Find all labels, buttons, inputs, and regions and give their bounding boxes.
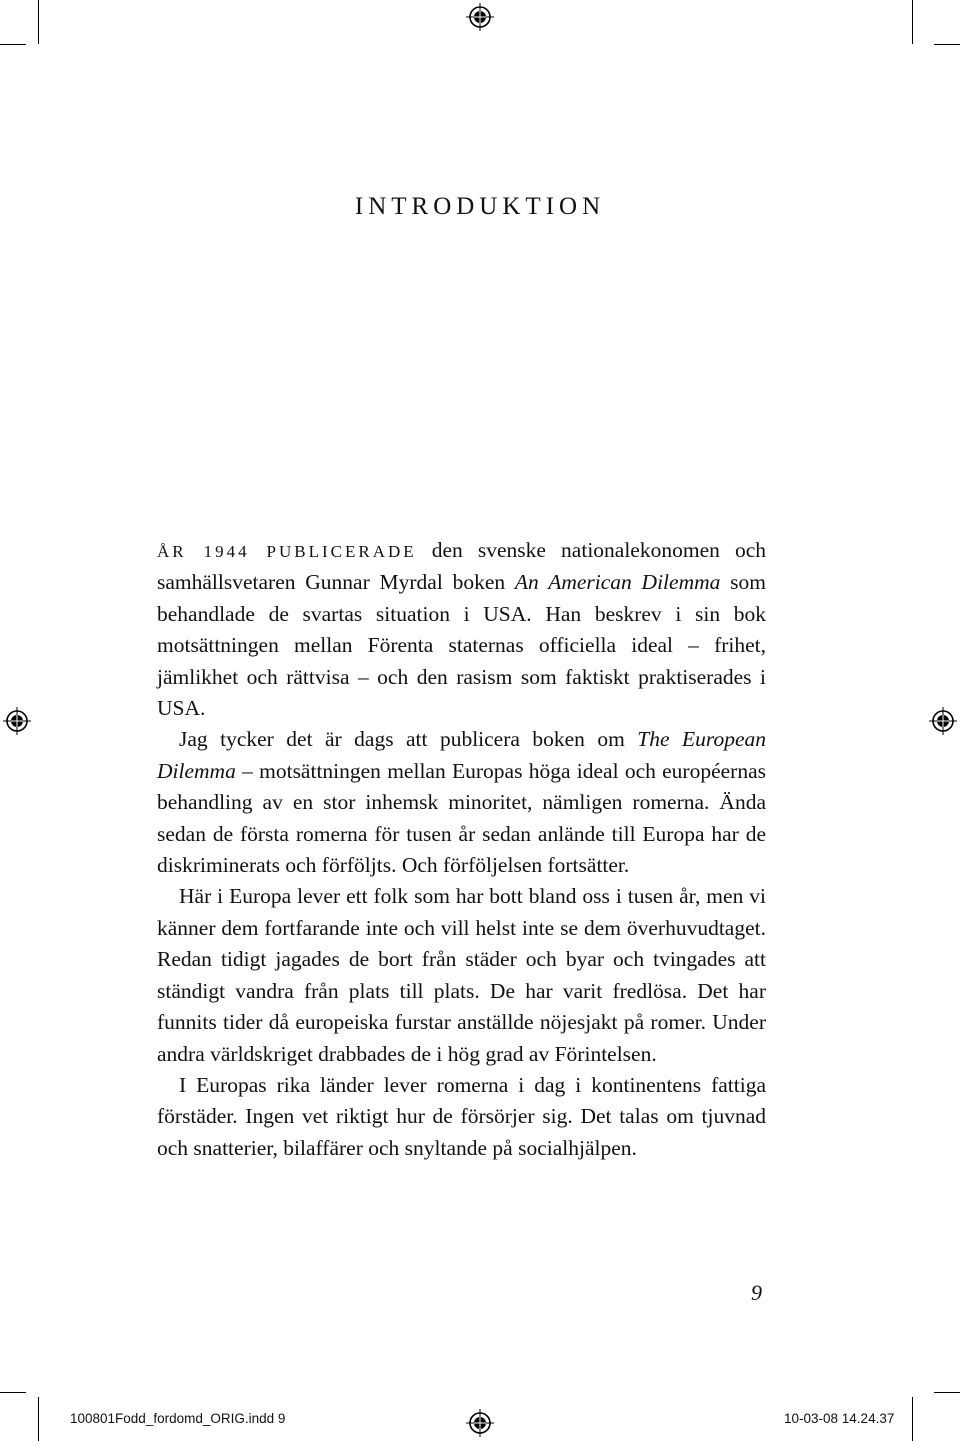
paragraph-1	[157, 535, 766, 724]
crop-mark-icon	[0, 1392, 26, 1393]
registration-mark-icon	[465, 2, 495, 32]
crop-mark-icon	[934, 44, 960, 45]
page-number: 9	[751, 1280, 762, 1305]
paragraph-3: Här i Europa lever ett folk som har bott bland oss i tusen år, men vi känner dem fortfarande inte och vill helst inte se dem överhuvudtaget. Redan tidigt jagades de bort från städer och byar och tvingades att ständigt vandra från plats till plats. De har varit fredlösa. Det har funnits tider då europeiska furstar anställde nöjesjakt på romer. Under andra världskriget drabbades de i hög grad av Förintelsen.	[157, 884, 766, 1066]
slug-filename: 100801Fodd_fordomd_ORIG.indd 9	[70, 1411, 286, 1426]
crop-mark-icon	[38, 0, 39, 44]
crop-mark-icon	[912, 0, 913, 44]
registration-mark-icon	[2, 706, 32, 736]
chapter-title: INTRODUKTION	[354, 193, 606, 220]
crop-mark-icon	[934, 1392, 960, 1393]
registration-mark-icon	[928, 706, 958, 736]
body-text	[157, 535, 766, 1164]
crop-mark-icon	[912, 1397, 913, 1441]
slug-date: 10-03-08 14.24.37	[784, 1411, 895, 1426]
book-title-american-dilemma: An American Dilemma	[514, 570, 721, 595]
paragraph-2-text-a: Jag tycker det är dags att publicera boken om	[179, 727, 638, 752]
crop-mark-icon	[0, 44, 26, 45]
paragraph-2	[157, 724, 766, 881]
paragraph-1-text-b: som behandlade de svartas situation i USA. Han beskrev i sin bok motsättningen mellan Förenta staternas officiella ideal – frihet, jämlikhet och rättvisa – och den rasism som faktiskt praktiserades i USA.	[157, 570, 766, 721]
paragraph-4: I Europas rika länder lever romerna i dag i kontinentens fattiga förstäder. Ingen vet riktigt hur de försörjer sig. Det talas om tjuvnad och snatterier, bilaffärer och snyltande på socialhjälpen.	[157, 1072, 766, 1160]
paragraph-1-text-a: den svenske nationalekonomen och samhällsvetaren Gunnar Myrdal boken	[157, 538, 766, 595]
lead-in: ÅR 1944 PUBLICERADE	[157, 542, 417, 561]
book-title-european-dilemma: The European Dilemma	[157, 727, 766, 783]
registration-mark-icon	[465, 1408, 495, 1438]
crop-mark-icon	[38, 1397, 39, 1441]
paragraph-2-text-b: – motsättningen mellan Europas höga ideal och européernas behandling av en stor inhemsk minoritet, nämligen romerna. Ända sedan de första romerna för tusen år sedan anlände till Europa har de diskriminerats och förföljts. Och förföljelsen fortsätter.	[157, 758, 766, 878]
